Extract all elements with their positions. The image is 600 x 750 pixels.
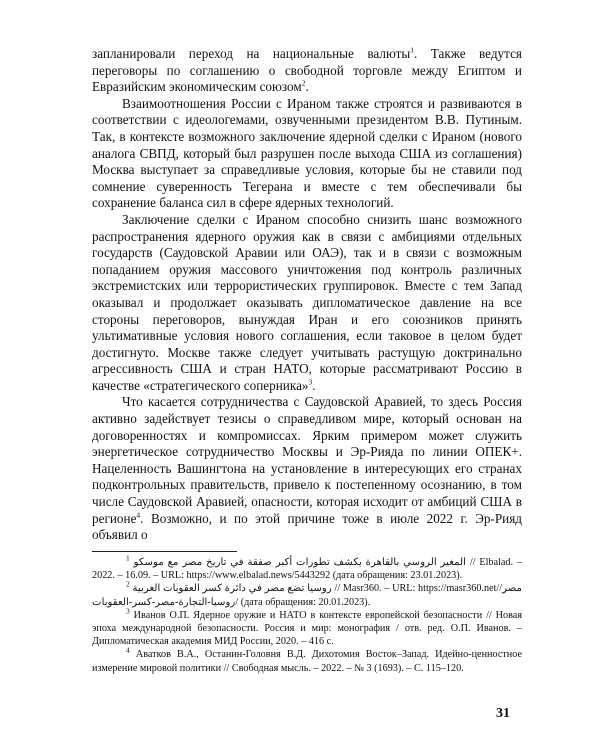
footnotes — [92, 553, 523, 675]
paragraph-2: Взаимоотношения России с Ираном также строятся и развиваются в соответствии с идеологемами, озвученными президентом В.В. Путиным. Так, в контексте возможного заключение ядерной сделки с Ираном (нового аналога СВПД, который был разрушен после выхода США из соглашения) Москва выступает за справедливые условия, которые бы не ставили под сомнение суверенность Тегерана и вместе с тем обеспечивали бы сохранение баланса сил в сфере ядерных технологий. — [92, 95, 522, 211]
footnote-ref-3[interactable]: 3 — [308, 377, 313, 387]
footnote-2: $^2$ روسيا تضع مصر في دائرة كسر العقوبات الغربية // Masr360. – URL: https://masr360.net/مصر/روسيا-التجارة-مصر-كسر-العقوبات/ (дата обращения: 20.01.2023). — [92, 580, 523, 608]
footnote-1: $^1$ المغير الروسي بالقاهرة يكشف تطورات أكبر صفقة في تاريخ مصر مع موسكو // Elbalad. – 2022. – 16.09. – URL: https://www.elbalad.news/5443292 (дата обращения: 23.01.2023). — [92, 553, 523, 582]
footnote-3: $^3$ Иванов О.П. Ядерное оружие и НАТО в контексте европейской безопасности // Новая эпоха международной безопасности. Россия и мир: монография / отв. ред. О.П. Иванов. – Дипломатическая академия МИД России, 2020. – 416 с. — [92, 606, 522, 648]
paragraph-4: Что касается сотрудничества с Саудовской Аравией, то здесь Россия активно задействует тезисы о справедливом мире, который основан на договоренностях и компромиссах. Ярким примером может служить энергетическое сотрудничество Москвы и Эр-Рияда по линии ОПЕК+. Нацеленность Вашингтона на установление в интересующих его странах подконтрольных правительств, привело к постепенному осознанию, в том числе Саудовской Аравией, опасности, которая исходит от амбиций США в регионе$^4$. Возможно, и по этой причине тоже в июле 2022 г. Эр-Рияд объявил о — [92, 394, 522, 543]
footnote-ref-1[interactable]: 1 — [410, 45, 414, 55]
main-text — [92, 46, 522, 544]
paragraph-3: Заключение сделки с Ираном способно снизить шанс возможного распространения ядерного оружия как в связи с амбициями отдельных государств (Саудовской Аравии или ОАЭ), так и в связи с возможным попаданием оружия массового уничтожения под контроль различных экстремистских или террористических группировок. Вместе с тем Запад оказывал и продолжает оказывать дипломатическое давление на все стороны переговоров, вынуждая Иран и его союзников принять ультимативные условия нового соглашения, если таковое в целом будет достигнуто. Москве также следует учитывать растущую доктринально агрессивность США и стран НАТО, которые рассматривают Россию в качестве «стратегического соперника»$^3$. — [92, 211, 522, 393]
footnote-ref-4[interactable]: 4 — [136, 510, 141, 520]
footnote-divider — [92, 551, 237, 552]
footnote-ref-2[interactable]: 2 — [301, 78, 306, 88]
paragraph-1: запланировали переход на национальные валюты$^1$. Также ведутся переговоры по соглашению о свободной торговле между Египтом и Евразийским экономическим союзом$^2$. — [92, 45, 522, 95]
page-number: 31 — [496, 706, 510, 721]
footnote-4: $^4$ Аватков В.А., Останин-Головня В.Д. Дихотомия Восток–Запад. Идейно-ценностное измерение мировой политики // Свободная мысль. – 2022. – № 3 (1693). – С. 115–120. — [92, 646, 522, 674]
